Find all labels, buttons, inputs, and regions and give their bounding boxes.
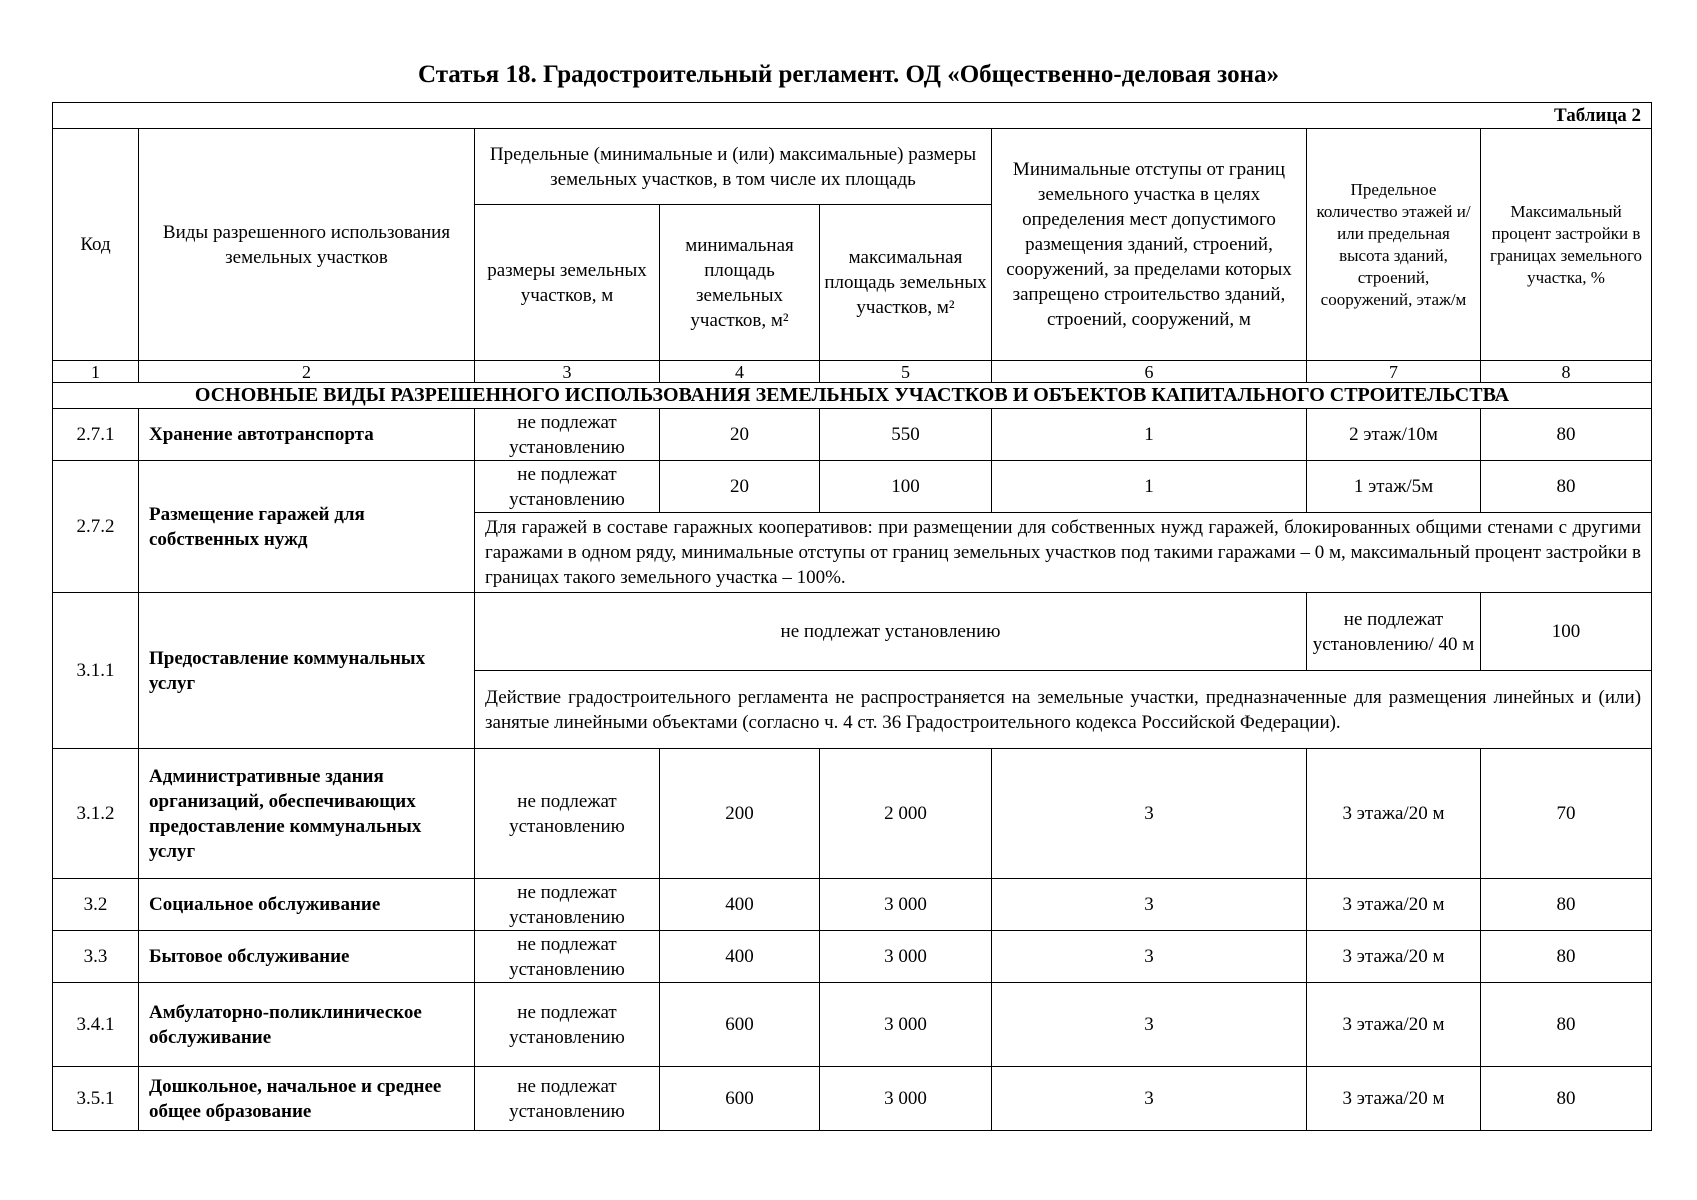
row-min-area: 600 [660,983,820,1067]
row-coverage: 80 [1481,931,1652,983]
row-setback: 3 [992,1067,1307,1131]
column-numbers-row [53,361,1652,383]
row-code: 2.7.1 [53,409,139,461]
row-plot-sizes: не подлежат установлению [475,879,660,931]
row-floors: 2 этаж/10м [1307,409,1481,461]
row-setback: 1 [992,461,1307,513]
table-row [53,409,1652,461]
row-max-area: 3 000 [820,931,992,983]
row-note: Действие градостроительного регламента не распространяется на земельные участки, предназначенные для размещения линейных и (или) занятые линейными объектами (согласно ч. 4 ст. 36 Градостроительного кодекса Российской Федерации). [475,671,1652,749]
column-number: 3 [475,361,660,383]
row-max-area: 100 [820,461,992,513]
row-name: Хранение автотранспорта [139,409,475,461]
page-title: Статья 18. Градостроительный регламент. ОД «Общественно-деловая зона» [418,61,1279,88]
table-row [53,879,1652,931]
table-label: Таблица 2 [53,103,1652,129]
row-plot-sizes: не подлежат установлению [475,409,660,461]
column-number: 1 [53,361,139,383]
column-number: 4 [660,361,820,383]
row-code: 3.2 [53,879,139,931]
row-merged-value: не подлежат установлению [475,593,1307,671]
table-row [53,1067,1652,1131]
row-max-area: 3 000 [820,1067,992,1131]
table-row [53,461,1652,513]
table-label-row [53,103,1652,129]
column-number: 6 [992,361,1307,383]
row-setback: 3 [992,749,1307,879]
row-coverage: 80 [1481,983,1652,1067]
row-coverage: 70 [1481,749,1652,879]
row-plot-sizes: не подлежат установлению [475,749,660,879]
row-floors: не подлежат установлению/ 40 м [1307,593,1481,671]
row-min-area: 600 [660,1067,820,1131]
row-min-area: 20 [660,461,820,513]
column-number: 7 [1307,361,1481,383]
row-plot-sizes: не подлежат установлению [475,931,660,983]
section-row [53,383,1652,409]
header-plot-limits: Предельные (минимальные и (или) максимальные) размеры земельных участков, в том числе их площадь [475,129,992,205]
row-code: 3.5.1 [53,1067,139,1131]
row-code: 2.7.2 [53,461,139,593]
row-name: Предоставление коммунальных услуг [139,593,475,749]
header-use-types: Виды разрешенного использования земельных участков [139,129,475,361]
row-name: Амбулаторно-поликлиническое обслуживание [139,983,475,1067]
header-row [53,129,1652,205]
row-floors: 3 этажа/20 м [1307,879,1481,931]
row-min-area: 20 [660,409,820,461]
row-setback: 1 [992,409,1307,461]
table-row [53,983,1652,1067]
column-number: 2 [139,361,475,383]
header-setbacks: Минимальные отступы от границ земельного участка в целях определения мест допустимого размещения зданий, строений, сооружений, за пределами которых запрещено строительство зданий, строений, сооружений, м [992,129,1307,361]
row-min-area: 200 [660,749,820,879]
row-min-area: 400 [660,931,820,983]
table-row [53,931,1652,983]
header-coverage: Максимальный процент застройки в границах земельного участка, % [1481,129,1652,361]
row-code: 3.1.2 [53,749,139,879]
row-name: Размещение гаражей для собственных нужд [139,461,475,593]
row-name: Дошкольное, начальное и среднее общее образование [139,1067,475,1131]
row-coverage: 80 [1481,461,1652,513]
header-floors: Предельное количество этажей и/или предельная высота зданий, строений, сооружений, этаж/м [1307,129,1481,361]
row-note: Для гаражей в составе гаражных кооперативов: при размещении для собственных нужд гаражей, блокированных общими стенами с другими гаражами в одном ряду, минимальные отступы от границ земельных участков под такими гаражами – 0 м, максимальный процент застройки в границах такого земельного участка – 100%. [475,513,1652,593]
row-coverage: 80 [1481,409,1652,461]
table-row [53,749,1652,879]
row-max-area: 3 000 [820,983,992,1067]
row-plot-sizes: не подлежат установлению [475,983,660,1067]
row-setback: 3 [992,879,1307,931]
row-max-area: 550 [820,409,992,461]
row-code: 3.4.1 [53,983,139,1067]
row-min-area: 400 [660,879,820,931]
row-max-area: 3 000 [820,879,992,931]
row-code: 3.3 [53,931,139,983]
row-floors: 3 этажа/20 м [1307,749,1481,879]
row-setback: 3 [992,931,1307,983]
header-code: Код [53,129,139,361]
row-name: Бытовое обслуживание [139,931,475,983]
row-plot-sizes: не подлежат установлению [475,1067,660,1131]
table-row [53,593,1652,671]
row-floors: 3 этажа/20 м [1307,1067,1481,1131]
row-floors: 3 этажа/20 м [1307,983,1481,1067]
header-min-area: минимальная площадь земельных участков, м² [660,205,820,361]
row-coverage: 80 [1481,1067,1652,1131]
row-coverage: 80 [1481,879,1652,931]
column-number: 8 [1481,361,1652,383]
row-floors: 3 этажа/20 м [1307,931,1481,983]
header-max-area: максимальная площадь земельных участков, м² [820,205,992,361]
section-title: ОСНОВНЫЕ ВИДЫ РАЗРЕШЕННОГО ИСПОЛЬЗОВАНИЯ ЗЕМЕЛЬНЫХ УЧАСТКОВ И ОБЪЕКТОВ КАПИТАЛЬНОГО СТРОИТЕЛЬСТВА [53,383,1652,409]
header-plot-sizes: размеры земельных участков, м [475,205,660,361]
row-max-area: 2 000 [820,749,992,879]
row-name: Административные здания организаций, обеспечивающих предоставление коммунальных услуг [139,749,475,879]
row-plot-sizes: не подлежат установлению [475,461,660,513]
column-number: 5 [820,361,992,383]
regulation-table [52,102,1652,1131]
row-code: 3.1.1 [53,593,139,749]
row-floors: 1 этаж/5м [1307,461,1481,513]
row-name: Социальное обслуживание [139,879,475,931]
row-setback: 3 [992,983,1307,1067]
row-coverage: 100 [1481,593,1652,671]
